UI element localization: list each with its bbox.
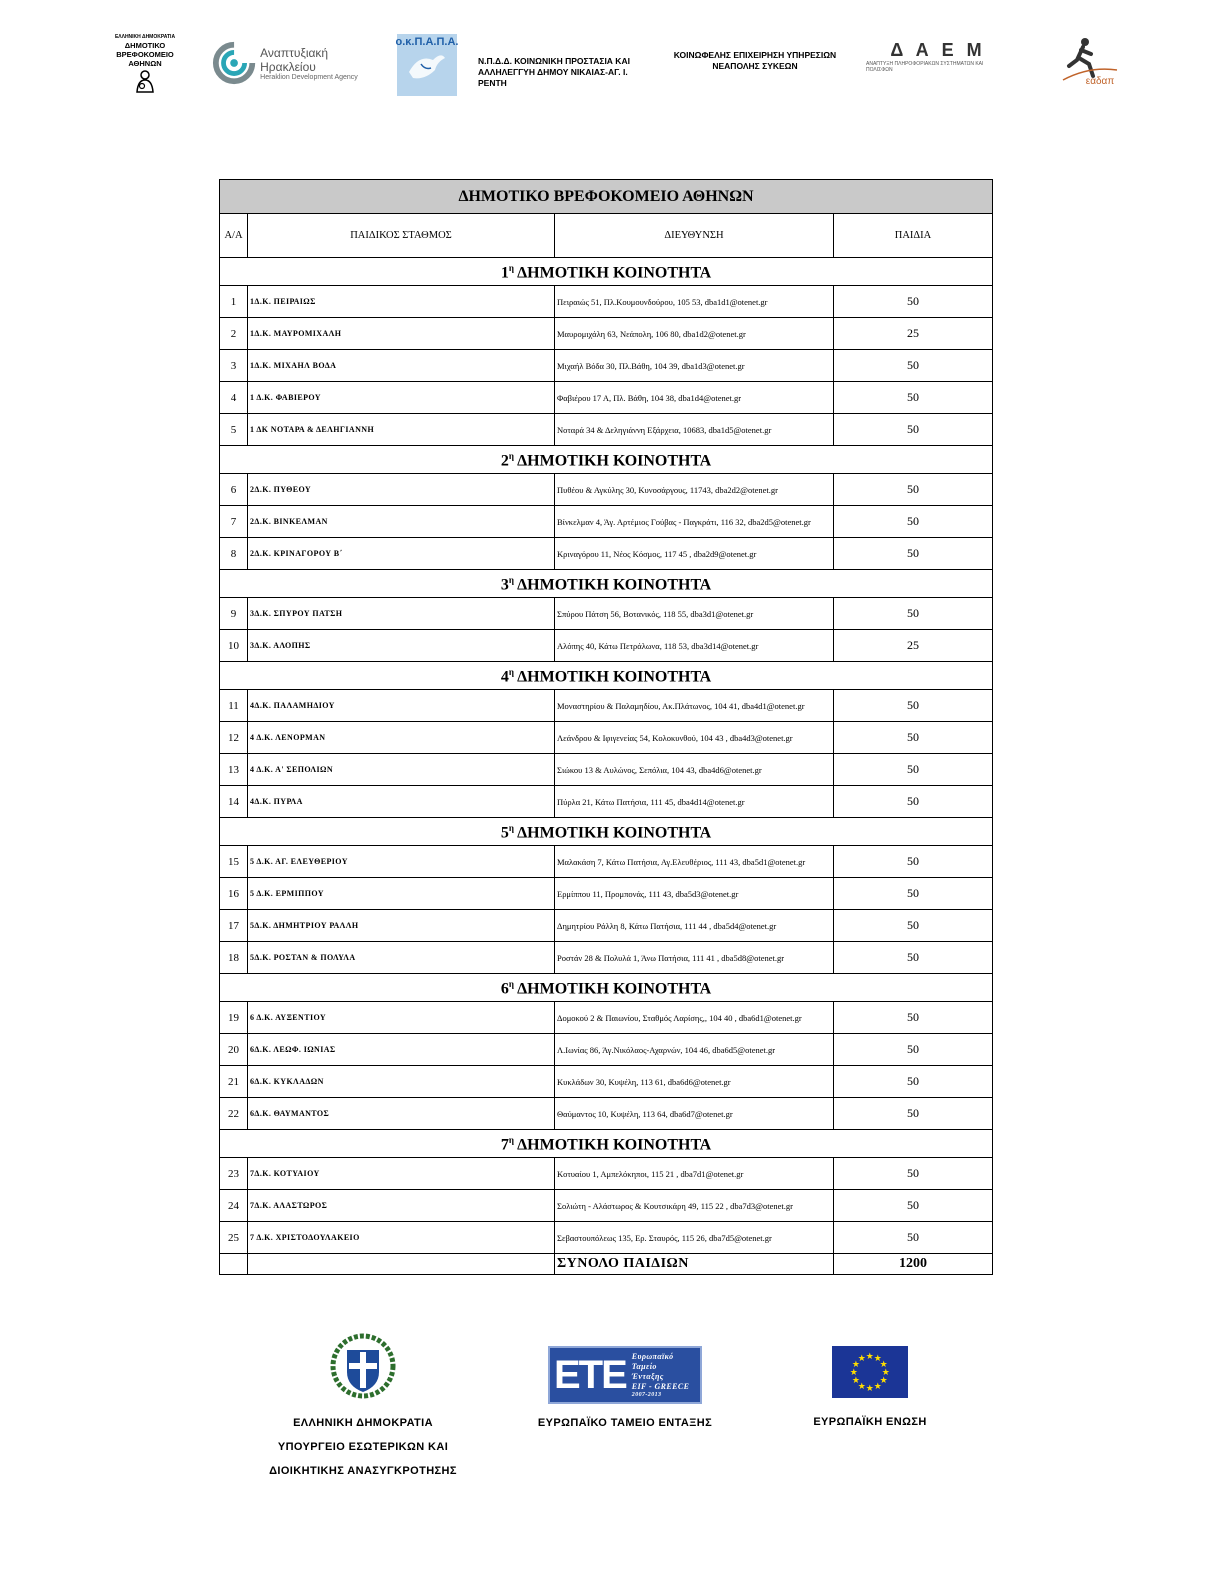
row-number: 3 [220, 350, 248, 382]
station-address: Κριναγόρου 11, Νέος Κόσμος, 117 45 , dba2d9@otenet.gr [555, 538, 834, 570]
heraklion-logo-subtitle: Heraklion Development Agency [260, 73, 358, 81]
eu-label: ΕΥΡΩΠΑΪΚΗ ΕΝΩΣΗ [813, 1416, 927, 1428]
children-count: 50 [834, 722, 993, 754]
station-name: 1Δ.Κ. ΠΕΙΡΑΙΩΣ [248, 286, 555, 318]
station-address: Σπύρου Πάτση 56, Βοτανικός, 118 55, dba3d1@otenet.gr [555, 598, 834, 630]
section-number-suffix: η [508, 822, 514, 833]
station-address: Φαβιέρου 17 Α, Πλ. Βάθη, 104 38, dba1d4@otenet.gr [555, 382, 834, 414]
section-row [220, 570, 993, 598]
section-number: 7 [500, 1136, 509, 1154]
station-address: Νοταρά 34 & Δεληγιάννη Εξάρχεια, 10683, dba1d5@otenet.gr [555, 414, 834, 446]
row-number: 19 [220, 1002, 248, 1034]
eu-star: ★ [873, 1380, 883, 1391]
eadap-logo [1052, 36, 1126, 87]
ete-side-1: Ευρωπαϊκό [631, 1351, 674, 1361]
footer-eu [795, 1346, 945, 1428]
station-name: 5Δ.Κ. ΡΟΣΤΑΝ & ΠΟΛΥΛΑ [248, 942, 555, 974]
children-count: 50 [834, 754, 993, 786]
station-name: 3Δ.Κ. ΣΠΥΡΟΥ ΠΑΤΣΗ [248, 598, 555, 630]
row-number: 1 [220, 286, 248, 318]
section-heading [220, 662, 993, 690]
total-row [220, 1254, 993, 1275]
row-number: 11 [220, 690, 248, 722]
children-count: 50 [834, 1002, 993, 1034]
station-address: Πύρλα 21, Κάτω Πατήσια, 111 45, dba4d14@otenet.gr [555, 786, 834, 818]
row-number: 23 [220, 1158, 248, 1190]
section-heading [220, 974, 993, 1002]
daem-logo [866, 40, 1010, 73]
section-heading [220, 258, 993, 286]
children-count: 50 [834, 382, 993, 414]
station-name: 7Δ.Κ. ΑΛΑΣΤΩΡΟΣ [248, 1190, 555, 1222]
section-row [220, 446, 993, 474]
table-row [220, 474, 993, 506]
station-address: Σιώκου 13 & Αυλώνος, Σεπόλια, 104 43, dba4d6@otenet.gr [555, 754, 834, 786]
children-count: 50 [834, 598, 993, 630]
npdd-logo [478, 56, 648, 89]
section-number-suffix: η [508, 262, 514, 273]
total-label: ΣΥΝΟΛΟ ΠΑΙΔΙΩΝ [555, 1254, 834, 1275]
eu-star: ★ [879, 1359, 889, 1369]
children-count: 50 [834, 1034, 993, 1066]
row-number: 7 [220, 506, 248, 538]
npdd-logo-line1: Ν.Π.Δ.Δ. ΚΟΙΝΩΝΙΚΗ ΠΡΟΣΤΑΣΙΑ ΚΑΙ [478, 56, 630, 66]
station-name: 4 Δ.Κ. Α' ΣΕΠΟΛΙΩΝ [248, 754, 555, 786]
station-address: Θαύμαντος 10, Κυψέλη, 113 64, dba6d7@otenet.gr [555, 1098, 834, 1130]
section-heading [220, 1130, 993, 1158]
children-count: 50 [834, 414, 993, 446]
eu-star: ★ [865, 1383, 875, 1393]
section-number: 4 [500, 668, 509, 686]
nurseries-table [219, 179, 993, 1275]
station-address: Ροστάν 28 & Πολυλά 1, Άνω Πατήσια, 111 41 , dba5d8@otenet.gr [555, 942, 834, 974]
station-name: 6Δ.Κ. ΚΥΚΛΑΔΩΝ [248, 1066, 555, 1098]
header-address: ΔΙΕΥΘΥΝΣΗ [555, 214, 834, 258]
station-address: Λ.Ιωνίας 86, Άγ.Νικόλαος-Αχαρνών, 104 46, dba6d5@otenet.gr [555, 1034, 834, 1066]
section-label: ΔΗΜΟΤΙΚΗ ΚΟΙΝΟΤΗΤΑ [517, 264, 712, 282]
station-address: Σεβαστουπόλεως 135, Ερ. Σταυρός, 115 26, dba7d5@otenet.gr [555, 1222, 834, 1254]
npdd-logo-line2: ΑΛΛΗΛΕΓΓΥΗ ΔΗΜΟΥ ΝΙΚΑΙΑΣ-ΑΓ. Ι. ΡΕΝΤΗ [478, 67, 628, 88]
children-count: 50 [834, 286, 993, 318]
station-address: Αλόπης 40, Κάτω Πετράλωνα, 118 53, dba3d14@otenet.gr [555, 630, 834, 662]
heraklion-logo [212, 40, 382, 86]
table-row [220, 506, 993, 538]
children-count: 25 [834, 318, 993, 350]
station-address: Ερμίππου 11, Προμπονάς, 111 43, dba5d3@otenet.gr [555, 878, 834, 910]
station-name: 6Δ.Κ. ΘΑΥΜΑΝΤΟΣ [248, 1098, 555, 1130]
vrefokomeio-logo-line2: ΔΗΜΟΤΙΚΟ ΒΡΕΦΟΚΟΜΕΙΟ [116, 41, 174, 59]
children-count: 50 [834, 690, 993, 722]
eu-star: ★ [881, 1367, 891, 1377]
station-name: 4 Δ.Κ. ΛΕΝΟΡΜΑΝ [248, 722, 555, 754]
station-name: 5 Δ.Κ. ΕΡΜΙΠΠΟΥ [248, 878, 555, 910]
station-name: 5Δ.Κ. ΔΗΜΗΤΡΙΟΥ ΡΑΛΛΗ [248, 910, 555, 942]
section-row [220, 974, 993, 1002]
ete-label: ΕΥΡΩΠΑΪΚΟ ΤΑΜΕΙΟ ΕΝΤΑΞΗΣ [537, 1417, 713, 1429]
section-number-suffix: η [508, 1134, 514, 1145]
row-number: 8 [220, 538, 248, 570]
section-label: ΔΗΜΟΤΙΚΗ ΚΟΙΝΟΤΗΤΑ [517, 1136, 712, 1154]
eu-stars-icon [832, 1346, 908, 1398]
section-row [220, 662, 993, 690]
row-number: 22 [220, 1098, 248, 1130]
station-name: 1Δ.Κ. ΜΙΧΑΗΛ ΒΟΔΑ [248, 350, 555, 382]
eadap-logo-text: εαδαπ [1085, 76, 1115, 87]
section-number-suffix: η [508, 666, 514, 677]
dove-icon [405, 48, 449, 84]
header-station: ΠΑΙΔΙΚΟΣ ΣΤΑΘΜΟΣ [248, 214, 555, 258]
eu-star: ★ [851, 1359, 861, 1369]
table-row [220, 1098, 993, 1130]
section-row [220, 258, 993, 286]
table-row [220, 1158, 993, 1190]
row-number: 25 [220, 1222, 248, 1254]
table-row [220, 598, 993, 630]
footer-ete [520, 1346, 730, 1429]
greece-line3: ΔΙΟΙΚΗΤΙΚΗΣ ΑΝΑΣΥΓΚΡΟΤΗΣΗΣ [269, 1465, 457, 1477]
greece-line2: ΥΠΟΥΡΓΕΙΟ ΕΣΩΤΕΡΙΚΩΝ ΚΑΙ [277, 1441, 449, 1453]
eu-star: ★ [879, 1375, 889, 1385]
children-count: 50 [834, 942, 993, 974]
ete-side-5: 2007-2013 [631, 1391, 662, 1398]
total-empty-2 [248, 1254, 555, 1275]
table-row [220, 414, 993, 446]
children-count: 25 [834, 630, 993, 662]
station-address: Πυθέου & Αγκύλης 30, Κυνοσάργους, 11743, dba2d2@otenet.gr [555, 474, 834, 506]
ete-logo-side [632, 1352, 690, 1399]
ete-side-4: EIF - GREECE [631, 1381, 690, 1391]
station-address: Πειραιώς 51, Πλ.Κουμουνδούρου, 105 53, dba1d1@otenet.gr [555, 286, 834, 318]
station-address: Μαλακάση 7, Κάτω Πατήσια, Αγ.Ελευθέριος, 111 43, dba5d1@otenet.gr [555, 846, 834, 878]
okpapa-logo-text: ο.κ.Π.Α.Π.Α. [395, 36, 459, 48]
table-row [220, 722, 993, 754]
daem-logo-text: Δ Α Ε Μ [890, 40, 986, 60]
station-address: Μοναστηρίου & Παλαμηδίου, Ακ.Πλάτωνος, 104 41, dba4d1@otenet.gr [555, 690, 834, 722]
eu-flag [832, 1346, 908, 1398]
row-number: 10 [220, 630, 248, 662]
children-count: 50 [834, 878, 993, 910]
vrefokomeio-logo [100, 34, 190, 94]
section-number: 3 [500, 576, 509, 594]
table-row [220, 382, 993, 414]
table-row [220, 630, 993, 662]
neapoli-logo-line1: ΚΟΙΝΩΦΕΛΗΣ ΕΠΙΧΕΙΡΗΣΗ ΥΠΗΡΕΣΙΩΝ [673, 50, 837, 60]
swirl-icon [212, 40, 256, 86]
table-row [220, 846, 993, 878]
section-number-suffix: η [508, 450, 514, 461]
eu-star: ★ [849, 1367, 859, 1377]
table-row [220, 1002, 993, 1034]
station-name: 1 Δ.Κ. ΦΑΒΙΕΡΟΥ [248, 382, 555, 414]
total-value: 1200 [834, 1254, 993, 1275]
children-count: 50 [834, 1066, 993, 1098]
table-row [220, 878, 993, 910]
station-name: 2Δ.Κ. ΚΡΙΝΑΓΟΡΟΥ Β΄ [248, 538, 555, 570]
heraklion-logo-title: Αναπτυξιακή Ηρακλείου [260, 45, 329, 74]
row-number: 17 [220, 910, 248, 942]
table-row [220, 1222, 993, 1254]
table-row [220, 942, 993, 974]
neapoli-logo-line2: ΝΕΑΠΟΛΗΣ ΣΥΚΕΩΝ [712, 61, 798, 71]
row-number: 4 [220, 382, 248, 414]
station-name: 1Δ.Κ. ΜΑΥΡΟΜΙΧΑΛΗ [248, 318, 555, 350]
total-empty-1 [220, 1254, 248, 1275]
section-label: ΔΗΜΟΤΙΚΗ ΚΟΙΝΟΤΗΤΑ [517, 576, 712, 594]
station-address: Κοτυαίου 1, Αμπελόκηποι, 115 21 , dba7d1@otenet.gr [555, 1158, 834, 1190]
children-count: 50 [834, 910, 993, 942]
station-name: 4Δ.Κ. ΠΥΡΛΑ [248, 786, 555, 818]
section-row [220, 1130, 993, 1158]
table-row [220, 538, 993, 570]
row-number: 15 [220, 846, 248, 878]
table-row [220, 690, 993, 722]
section-number: 5 [500, 824, 509, 842]
children-count: 50 [834, 786, 993, 818]
station-address: Λεάνδρου & Ιφιγενείας 54, Κολοκυνθού, 104 43 , dba4d3@otenet.gr [555, 722, 834, 754]
row-number: 5 [220, 414, 248, 446]
vrefokomeio-logo-line1: ΕΛΛΗΝΙΚΗ ΔΗΜΟΚΡΑΤΙΑ [114, 34, 176, 40]
section-number-suffix: η [508, 978, 514, 989]
okpapa-logo [397, 34, 457, 96]
header-aa: Α/Α [220, 214, 248, 258]
table-row [220, 286, 993, 318]
station-name: 7Δ.Κ. ΚΟΤΥΑΙΟΥ [248, 1158, 555, 1190]
station-address: Κυκλάδων 30, Κυψέλη, 113 61, dba6d6@otenet.gr [555, 1066, 834, 1098]
vrefokomeio-logo-line3: ΑΘΗΝΩΝ [128, 59, 162, 68]
greek-coat-of-arms-icon [329, 1332, 397, 1400]
station-name: 2Δ.Κ. ΒΙΝΚΕΛΜΑΝ [248, 506, 555, 538]
station-name: 3Δ.Κ. ΑΛΟΠΗΣ [248, 630, 555, 662]
row-number: 13 [220, 754, 248, 786]
section-label: ΔΗΜΟΤΙΚΗ ΚΟΙΝΟΤΗΤΑ [517, 668, 712, 686]
children-count: 50 [834, 350, 993, 382]
section-number: 6 [500, 980, 509, 998]
section-number: 1 [500, 264, 509, 282]
daem-logo-subtitle: ΑΝΑΠΤΥΞΗ ΠΛΗΡΟΦΟΡΙΑΚΩΝ ΣΥΣΤΗΜΑΤΩΝ ΚΑΙ ΠΟΛΙΣΦΩΝ [866, 61, 984, 73]
children-count: 50 [834, 474, 993, 506]
row-number: 16 [220, 878, 248, 910]
section-heading [220, 570, 993, 598]
section-number-suffix: η [508, 574, 514, 585]
section-label: ΔΗΜΟΤΙΚΗ ΚΟΙΝΟΤΗΤΑ [517, 824, 712, 842]
station-name: 6Δ.Κ. ΛΕΩΦ. ΙΩΝΙΑΣ [248, 1034, 555, 1066]
children-count: 50 [834, 846, 993, 878]
station-address: Δημητρίου Ράλλη 8, Κάτω Πατήσια, 111 44 , dba5d4@otenet.gr [555, 910, 834, 942]
ete-logo-mark: ETE [554, 1353, 626, 1397]
table-row [220, 350, 993, 382]
eu-star: ★ [865, 1351, 875, 1361]
children-count: 50 [834, 1190, 993, 1222]
station-address: Μιχαήλ Βόδα 30, Πλ.Βάθη, 104 39, dba1d3@otenet.gr [555, 350, 834, 382]
section-number: 2 [500, 452, 509, 470]
row-number: 20 [220, 1034, 248, 1066]
table-row [220, 1066, 993, 1098]
table-row [220, 1190, 993, 1222]
eu-star: ★ [873, 1353, 883, 1364]
children-count: 50 [834, 506, 993, 538]
children-count: 50 [834, 1098, 993, 1130]
station-name: 1 ΔΚ ΝΟΤΑΡΑ & ΔΕΛΗΓΙΑΝΝΗ [248, 414, 555, 446]
row-number: 18 [220, 942, 248, 974]
station-name: 4Δ.Κ. ΠΑΛΑΜΗΔΙΟΥ [248, 690, 555, 722]
row-number: 9 [220, 598, 248, 630]
station-name: 6 Δ.Κ. ΑΥΞΕΝΤΙΟΥ [248, 1002, 555, 1034]
table-row [220, 318, 993, 350]
station-name: 7 Δ.Κ. ΧΡΙΣΤΟΔΟΥΛΑΚΕΙΟ [248, 1222, 555, 1254]
mother-child-icon [132, 68, 158, 94]
table-title: ΔΗΜΟΤΙΚΟ ΒΡΕΦΟΚΟΜΕΙΟ ΑΘΗΝΩΝ [220, 180, 993, 214]
table-title-row [220, 180, 993, 214]
greece-line1: ΕΛΛΗΝΙΚΗ ΔΗΜΟΚΡΑΤΙΑ [293, 1417, 433, 1429]
neapoli-logo [666, 50, 844, 72]
eu-star: ★ [857, 1380, 867, 1391]
station-address: Μαυρομιχάλη 63, Νεάπολη, 106 80, dba1d2@otenet.gr [555, 318, 834, 350]
section-row [220, 818, 993, 846]
children-count: 50 [834, 1158, 993, 1190]
table-row [220, 1034, 993, 1066]
ete-logo [548, 1346, 702, 1404]
station-name: 2Δ.Κ. ΠΥΘΕΟΥ [248, 474, 555, 506]
table-row [220, 910, 993, 942]
footer-greece [240, 1332, 486, 1483]
section-label: ΔΗΜΟΤΙΚΗ ΚΟΙΝΟΤΗΤΑ [517, 980, 712, 998]
row-number: 14 [220, 786, 248, 818]
table-row [220, 786, 993, 818]
row-number: 12 [220, 722, 248, 754]
table-row [220, 754, 993, 786]
station-address: Βίνκελμαν 4, Άγ. Αρτέμιος Γούβας - Παγκράτι, 116 32, dba2d5@otenet.gr [555, 506, 834, 538]
row-number: 21 [220, 1066, 248, 1098]
section-label: ΔΗΜΟΤΙΚΗ ΚΟΙΝΟΤΗΤΑ [517, 452, 712, 470]
children-count: 50 [834, 1222, 993, 1254]
table-header-row [220, 214, 993, 258]
header-children: ΠΑΙΔΙΑ [834, 214, 993, 258]
children-count: 50 [834, 538, 993, 570]
row-number: 6 [220, 474, 248, 506]
ete-side-3: Ένταξης [631, 1371, 664, 1381]
eu-star: ★ [857, 1353, 867, 1364]
header-logos [0, 34, 1224, 104]
station-address: Δομοκού 2 & Παιωνίου, Σταθμός Λαρίσης,, 104 40 , dba6d1@otenet.gr [555, 1002, 834, 1034]
row-number: 2 [220, 318, 248, 350]
station-address: Σολιώτη - Αλάστωρος & Κουτσικάρη 49, 115 22 , dba7d3@otenet.gr [555, 1190, 834, 1222]
eu-star: ★ [851, 1375, 861, 1385]
section-heading [220, 446, 993, 474]
section-heading [220, 818, 993, 846]
station-name: 5 Δ.Κ. ΑΓ. ΕΛΕΥΘΕΡΙΟΥ [248, 846, 555, 878]
row-number: 24 [220, 1190, 248, 1222]
ete-side-2: Ταμείο [631, 1361, 657, 1371]
